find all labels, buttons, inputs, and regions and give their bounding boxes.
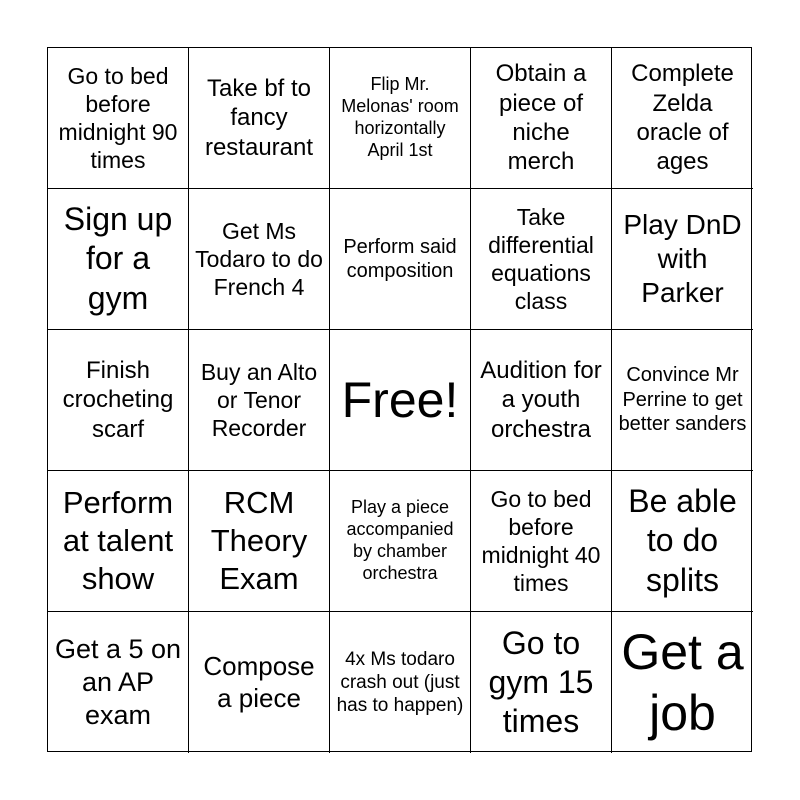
bingo-cell[interactable] xyxy=(612,471,753,612)
bingo-cell[interactable] xyxy=(612,189,753,330)
bingo-cell-text: Get Ms Todaro to do French 4 xyxy=(195,217,323,301)
bingo-cell[interactable] xyxy=(612,48,753,189)
bingo-cell-text: Audition for a youth orchestra xyxy=(480,357,602,443)
bingo-cell[interactable] xyxy=(471,471,612,612)
bingo-cell[interactable] xyxy=(471,189,612,330)
bingo-cell-text: Flip Mr. Melonas' room horizontally April 1st xyxy=(341,74,459,160)
bingo-cell[interactable] xyxy=(612,330,753,471)
bingo-cell-text: Get a 5 on an AP exam xyxy=(54,634,182,730)
bingo-cell-text: Finish crocheting scarf xyxy=(62,357,174,443)
bingo-cell[interactable] xyxy=(48,330,189,471)
bingo-cell[interactable] xyxy=(189,48,330,189)
free-space-cell[interactable] xyxy=(330,330,471,471)
bingo-cell[interactable] xyxy=(189,330,330,471)
bingo-cell[interactable] xyxy=(330,189,471,330)
bingo-cell-text: 4x Ms todaro crash out (just has to happen) xyxy=(336,648,464,717)
bingo-cell-text: Sign up for a gym xyxy=(63,201,173,316)
bingo-cell-text: Perform said composition xyxy=(343,235,457,282)
bingo-cell-text: Play DnD with Parker xyxy=(623,208,742,309)
bingo-cell-text: RCM Theory Exam xyxy=(210,485,308,596)
bingo-cell-text: Play a piece accompanied by chamber orchestra xyxy=(346,497,454,583)
bingo-cell-text: Be able to do splits xyxy=(628,483,737,598)
bingo-cell[interactable] xyxy=(189,612,330,753)
bingo-cell[interactable] xyxy=(48,189,189,330)
bingo-cell-text: Compose a piece xyxy=(203,650,315,713)
bingo-cell-text: Go to bed before midnight 40 times xyxy=(481,485,601,597)
bingo-cell[interactable] xyxy=(471,48,612,189)
bingo-cell[interactable] xyxy=(330,48,471,189)
bingo-cell-text: Buy an Alto or Tenor Recorder xyxy=(200,358,318,442)
bingo-board xyxy=(47,47,752,752)
bingo-cell[interactable] xyxy=(48,48,189,189)
bingo-cell[interactable] xyxy=(330,612,471,753)
free-space-text: Free! xyxy=(341,371,459,428)
bingo-cell[interactable] xyxy=(330,471,471,612)
bingo-cell[interactable] xyxy=(612,612,753,753)
bingo-cell[interactable] xyxy=(189,189,330,330)
bingo-cell[interactable] xyxy=(48,471,189,612)
bingo-cell-text: Complete Zelda oracle of ages xyxy=(631,60,734,176)
bingo-cell[interactable] xyxy=(471,612,612,753)
bingo-cell-text: Take bf to fancy restaurant xyxy=(204,75,314,161)
bingo-cell[interactable] xyxy=(471,330,612,471)
bingo-cell-text: Obtain a piece of niche merch xyxy=(495,60,587,176)
bingo-cell-text: Go to bed before midnight 90 times xyxy=(58,62,178,174)
bingo-cell[interactable] xyxy=(189,471,330,612)
bingo-cell-text: Get a job xyxy=(621,623,744,741)
bingo-cell-text: Convince Mr Perrine to get better sanders xyxy=(618,364,747,436)
bingo-cell[interactable] xyxy=(48,612,189,753)
bingo-cell-text: Perform at talent show xyxy=(62,485,174,596)
bingo-cell-text: Take differential equations class xyxy=(488,203,594,315)
bingo-cell-text: Go to gym 15 times xyxy=(488,624,594,740)
